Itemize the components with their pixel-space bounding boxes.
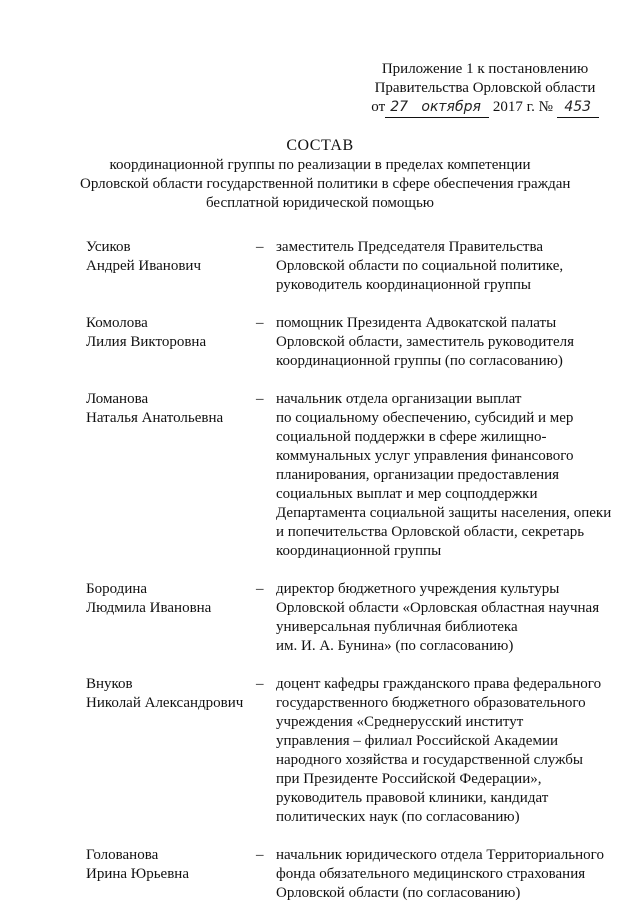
- role-line: универсальная публичная библиотека: [276, 619, 518, 635]
- role-line: координационной группы (по согласованию): [276, 353, 563, 369]
- role-line: учреждения «Среднерусский институт: [276, 714, 524, 730]
- role-line: государственного бюджетного образовательного: [276, 695, 586, 711]
- member-name: [86, 314, 256, 371]
- member-dash: –: [256, 847, 264, 863]
- members-list: [86, 238, 612, 922]
- handwritten-number: 453: [557, 98, 599, 118]
- document-title-block: [80, 136, 571, 213]
- role-line: народного хозяйства и государственной службы: [276, 752, 583, 768]
- member-name: [86, 580, 256, 656]
- role-line: Орловской области (по согласованию): [276, 885, 521, 901]
- handwritten-month: октября: [413, 98, 489, 118]
- role-line: начальник отдела организации выплат: [276, 391, 522, 407]
- role-line: доцент кафедры гражданского права федерального: [276, 676, 602, 692]
- appendix-header: [360, 60, 610, 118]
- date-prefix: от: [371, 99, 386, 115]
- member-entry: [86, 846, 606, 903]
- role-line: фонда обязательного медицинского страхования: [276, 866, 586, 882]
- member-role: [274, 580, 608, 656]
- role-line: руководитель координационной группы: [276, 277, 531, 293]
- member-role: [274, 314, 608, 371]
- member-given-names: Ирина Юрьевна: [86, 866, 189, 882]
- role-line: управления – филиал Российской Академии: [276, 733, 559, 749]
- role-line: по социальному обеспечению, субсидий и мер: [276, 410, 574, 426]
- member-dash: –: [256, 581, 264, 597]
- member-name: [86, 390, 256, 561]
- role-line: Департамента социальной защиты населения, опеки: [276, 505, 612, 521]
- role-line: помощник Президента Адвокатской палаты: [276, 315, 557, 331]
- member-name: [86, 238, 256, 295]
- member-surname: Комолова: [86, 315, 148, 331]
- handwritten-day: 27: [385, 98, 413, 118]
- member-entry: [86, 675, 606, 827]
- subtitle-line: Орловской области государственной политики в сфере обеспечения граждан: [80, 176, 571, 192]
- role-line: и попечительства Орловской области, секретарь: [276, 524, 585, 540]
- member-surname: Голованова: [86, 847, 159, 863]
- role-line: коммунальных услуг управления финансового: [276, 448, 574, 464]
- member-name: [86, 846, 256, 903]
- member-given-names: Наталья Анатольевна: [86, 410, 224, 426]
- role-line: планирования, организации предоставления: [276, 467, 560, 483]
- member-given-names: Лилия Викторовна: [86, 334, 207, 350]
- role-line: координационной группы: [276, 543, 442, 559]
- member-surname: Внуков: [86, 676, 133, 692]
- subtitle-line: координационной группы по реализации в пределах компетенции: [109, 157, 531, 173]
- role-line: руководитель правовой клиники, кандидат: [276, 790, 549, 806]
- member-entry: [86, 390, 612, 561]
- member-given-names: Николай Александрович: [86, 695, 244, 711]
- member-role: [274, 846, 608, 903]
- role-line: социальной поддержки в сфере жилищно-: [276, 429, 547, 445]
- role-line: политических наук (по согласованию): [276, 809, 520, 825]
- member-entry: [86, 580, 606, 656]
- member-given-names: Андрей Иванович: [86, 258, 201, 274]
- role-line: Орловской области по социальной политике,: [276, 258, 564, 274]
- member-entry: [86, 314, 606, 371]
- member-surname: Усиков: [86, 239, 131, 255]
- role-line: Орловской области «Орловская областная научная: [276, 600, 600, 616]
- member-surname: Бородина: [86, 581, 148, 597]
- member-role: [274, 675, 608, 827]
- member-dash: –: [256, 239, 264, 255]
- role-line: заместитель Председателя Правительства: [276, 239, 544, 255]
- appendix-date-line: [371, 98, 598, 118]
- appendix-line-1: Приложение 1 к постановлению: [381, 61, 589, 77]
- subtitle-line: бесплатной юридической помощью: [205, 195, 435, 211]
- date-year: 2017 г. №: [492, 99, 553, 115]
- role-line: Орловской области, заместитель руководителя: [276, 334, 574, 350]
- role-line: им. И. А. Бунина» (по согласованию): [276, 638, 514, 654]
- role-line: директор бюджетного учреждения культуры: [276, 581, 560, 597]
- role-line: начальник юридического отдела Территориального: [276, 847, 604, 863]
- member-dash: –: [256, 315, 264, 331]
- document-subtitle: [80, 156, 571, 213]
- role-line: при Президенте Российской Федерации»,: [276, 771, 542, 787]
- member-dash: –: [256, 676, 264, 692]
- member-role: [274, 390, 612, 561]
- role-line: социальных выплат и мер соцподдержки: [276, 486, 538, 502]
- member-surname: Ломанова: [86, 391, 149, 407]
- member-entry: [86, 238, 606, 295]
- member-given-names: Людмила Ивановна: [86, 600, 212, 616]
- member-dash: –: [256, 391, 264, 407]
- appendix-line-2: Правительства Орловской области: [374, 80, 596, 96]
- member-role: [274, 238, 608, 295]
- member-name: [86, 675, 256, 827]
- document-title: СОСТАВ: [286, 137, 354, 154]
